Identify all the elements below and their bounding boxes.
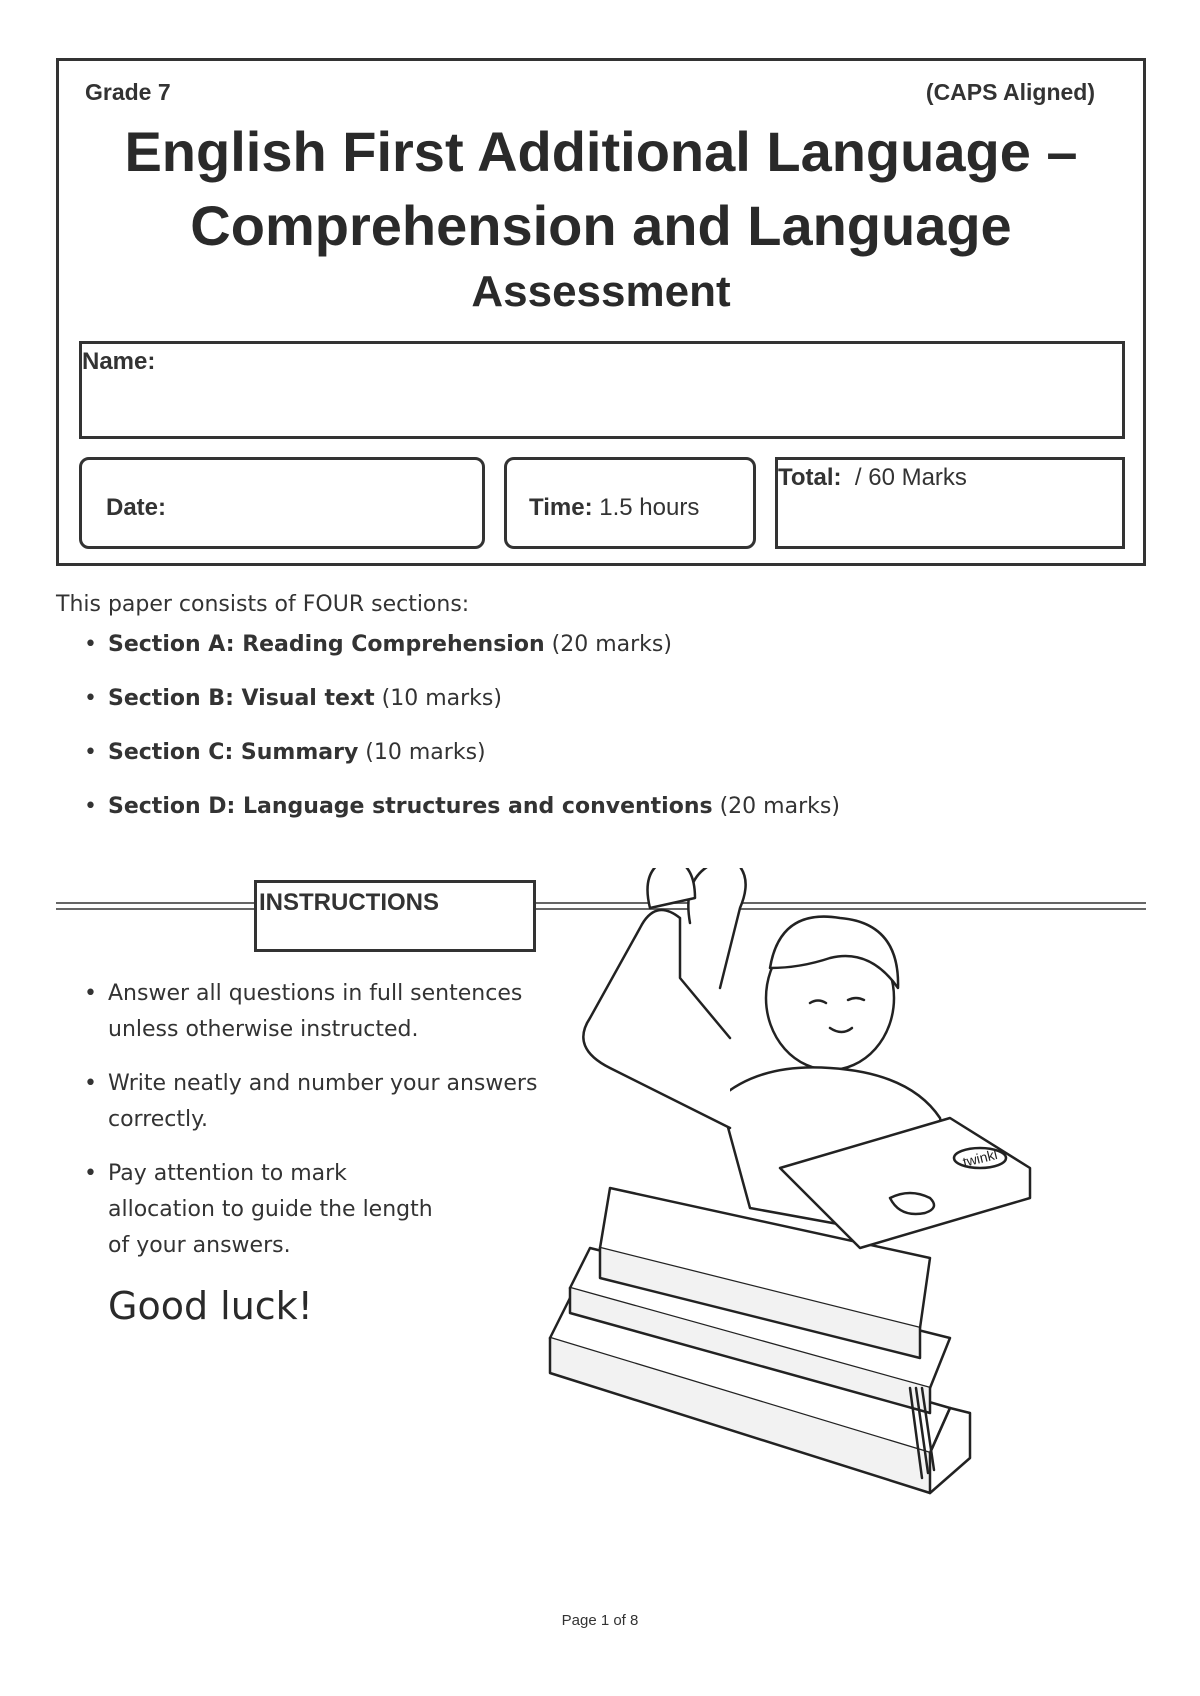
section-item [56, 794, 840, 848]
intro-text: This paper consists of FOUR sections: [56, 592, 470, 617]
page-footer: Page 1 of 8 [561, 1612, 639, 1629]
sections-list [56, 632, 840, 848]
section-marks: (20 marks) [719, 794, 840, 819]
instructions-list [56, 976, 576, 1282]
instruction-item: • Write neatly and number your answers correctly. [56, 1066, 548, 1138]
title-line-1: English First Additional Language – [124, 120, 1078, 183]
instruction-item: • Answer all questions in full sentences unless otherwise instructed. [56, 976, 528, 1048]
section-marks: (10 marks) [381, 686, 502, 711]
section-title: Section D: Language structures and conventions [108, 794, 713, 819]
grade-label: Grade 7 [85, 79, 171, 105]
total-label: Total: [778, 464, 842, 491]
total-field[interactable] [775, 457, 1125, 549]
section-item [56, 632, 840, 686]
date-field[interactable] [79, 457, 485, 549]
name-label: Name: [82, 348, 156, 375]
child-figure [583, 868, 1030, 1248]
divider-left [56, 902, 256, 910]
instruction-item: • Pay attention to mark allocation to guide the length of your answers. [56, 1156, 458, 1264]
name-field[interactable] [79, 341, 1125, 439]
caps-label: (CAPS Aligned) [925, 79, 1095, 105]
section-marks: (10 marks) [365, 740, 486, 765]
section-item [56, 740, 840, 794]
page-subtitle: Assessment [471, 267, 731, 316]
section-title: Section C: Summary [108, 740, 359, 765]
section-item [56, 686, 840, 740]
time-value: 1.5 hours [599, 494, 700, 521]
book-label: twinkl [961, 1146, 999, 1170]
cover-box [56, 58, 1146, 566]
section-title: Section B: Visual text [108, 686, 375, 711]
child-reading-illustration [530, 868, 1150, 1568]
page-title [59, 115, 1143, 263]
title-line-2: Comprehension and Language [190, 194, 1012, 257]
instructions-heading: INSTRUCTIONS [254, 880, 536, 952]
good-luck-text: Good luck! [108, 1284, 313, 1328]
date-label: Date: [106, 494, 167, 521]
total-value: / 60 Marks [854, 464, 967, 491]
section-title: Section A: Reading Comprehension [108, 632, 545, 657]
section-marks: (20 marks) [551, 632, 672, 657]
time-field [504, 457, 756, 549]
time-label: Time: [529, 494, 593, 521]
